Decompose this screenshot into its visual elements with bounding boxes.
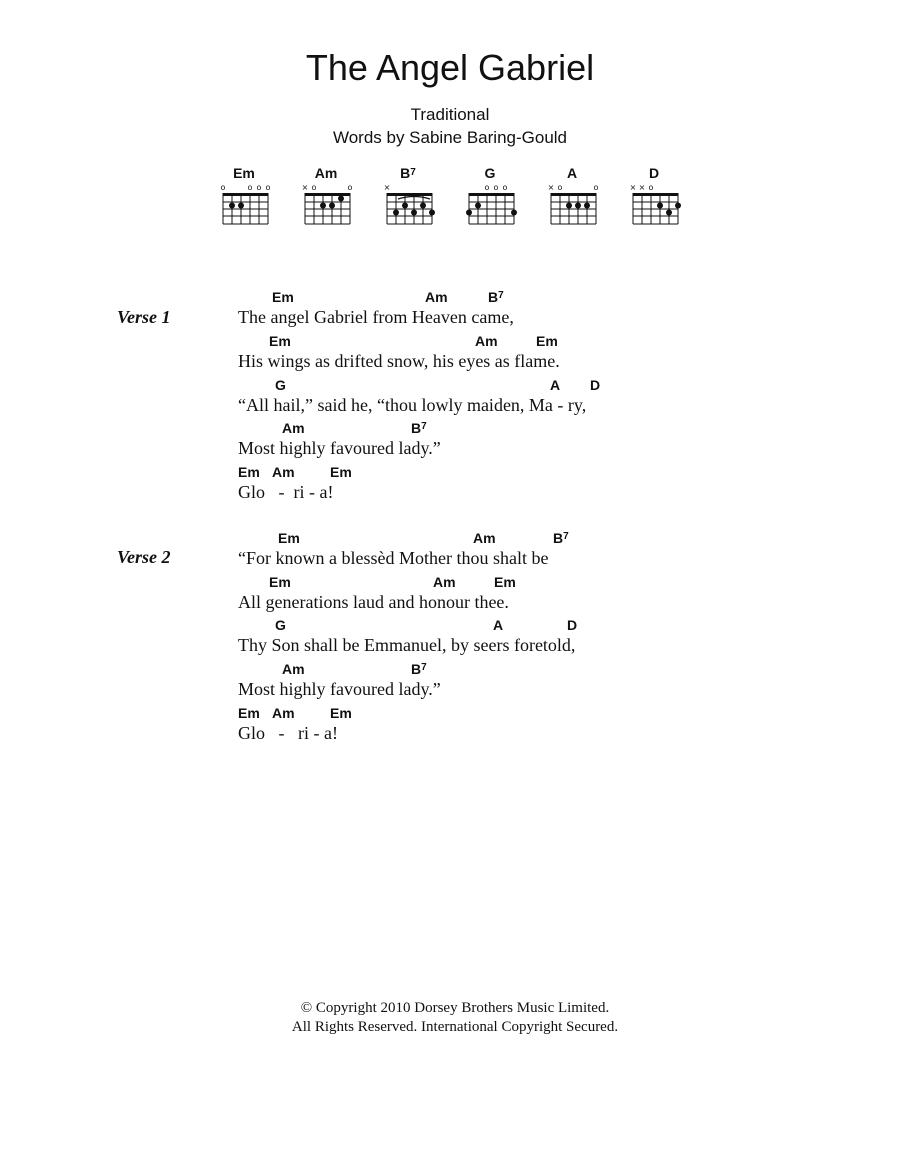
lyric-text: His wings as drifted snow, his eyes as flame. bbox=[238, 351, 560, 371]
lyric-line bbox=[238, 420, 838, 462]
svg-text:×: × bbox=[547, 183, 555, 192]
lyric-text: Glo - ri - a! bbox=[238, 482, 334, 502]
lyric-line bbox=[238, 617, 838, 659]
chord-symbol: Em bbox=[269, 574, 291, 590]
svg-text:o: o bbox=[256, 183, 262, 192]
lyric-line bbox=[238, 333, 838, 375]
lyric-text: Most highly favoured lady.” bbox=[238, 679, 441, 699]
chord-symbol: Em bbox=[278, 530, 300, 546]
verse-label: Verse 2 bbox=[117, 547, 171, 567]
lyric-line bbox=[238, 530, 838, 572]
chord-grid-b7 bbox=[378, 182, 438, 228]
chord-symbol: Em bbox=[238, 705, 260, 721]
chord-diagram-name: Am bbox=[314, 165, 338, 181]
credit-lyricist: Words by Sabine Baring-Gould bbox=[332, 128, 568, 147]
svg-text:×: × bbox=[638, 183, 646, 192]
chord-symbol: Am bbox=[282, 661, 305, 677]
svg-text:o: o bbox=[502, 183, 508, 192]
credit-composer: Traditional bbox=[410, 105, 490, 124]
lyric-text: The angel Gabriel from Heaven came, bbox=[238, 307, 514, 327]
chord-diagram-name: D bbox=[648, 165, 660, 181]
lyric-text: All generations laud and honour thee. bbox=[238, 592, 509, 612]
chord-diagram-b7 bbox=[378, 164, 438, 228]
svg-text:o: o bbox=[648, 183, 654, 192]
chord-diagram-am bbox=[296, 164, 356, 228]
verse-label: Verse 1 bbox=[117, 307, 171, 327]
svg-text:o: o bbox=[557, 183, 563, 192]
chord-diagram-name: G bbox=[484, 165, 496, 181]
chord-symbol: Em bbox=[272, 289, 294, 305]
chord-symbol: Am bbox=[473, 530, 496, 546]
chord-grid-am bbox=[296, 182, 356, 228]
chord-diagram-em bbox=[214, 164, 274, 228]
chord-symbol: Am bbox=[282, 420, 305, 436]
chord-diagram-name: $B^7$ bbox=[400, 165, 416, 181]
lyric-text: Most highly favoured lady.” bbox=[238, 438, 441, 458]
chord-symbol: $B^7$ bbox=[411, 661, 427, 677]
chord-diagram-name: Em bbox=[233, 165, 255, 181]
chord-symbol: G bbox=[275, 617, 286, 633]
chord-diagram-a bbox=[542, 164, 602, 228]
chord-symbol: Em bbox=[330, 464, 352, 480]
chord-symbol: A bbox=[550, 377, 561, 393]
chord-grid-g bbox=[460, 182, 520, 228]
svg-text:×: × bbox=[629, 183, 637, 192]
svg-text:o: o bbox=[593, 183, 599, 192]
svg-text:o: o bbox=[247, 183, 253, 192]
chord-symbol: $B^7$ bbox=[488, 289, 504, 305]
chord-symbol: D bbox=[567, 617, 578, 633]
lyric-line bbox=[238, 289, 838, 331]
copyright-line: © Copyright 2010 Dorsey Brothers Music Limited. bbox=[300, 1000, 610, 1016]
chord-symbol: Em bbox=[269, 333, 291, 349]
svg-text:o: o bbox=[220, 183, 226, 192]
svg-text:o: o bbox=[347, 183, 353, 192]
chord-symbol: Am bbox=[272, 705, 295, 721]
chord-diagram-d bbox=[624, 164, 684, 228]
lyric-text: “All hail,” said he, “thou lowly maiden, Ma - ry, bbox=[238, 395, 587, 415]
svg-text:o: o bbox=[493, 183, 499, 192]
chord-symbol: Em bbox=[238, 464, 260, 480]
lyric-line bbox=[238, 377, 838, 419]
svg-text:o: o bbox=[265, 183, 271, 192]
lyric-line bbox=[238, 661, 838, 703]
chord-diagram-name: A bbox=[566, 165, 578, 181]
chord-symbol: Am bbox=[425, 289, 448, 305]
svg-text:×: × bbox=[301, 183, 309, 192]
chord-grid-em bbox=[214, 182, 274, 228]
lyric-text: “For known a blessèd Mother thou shalt be bbox=[238, 548, 549, 568]
chord-symbol: Em bbox=[494, 574, 516, 590]
chord-symbol: Am bbox=[475, 333, 498, 349]
chord-symbol: Em bbox=[330, 705, 352, 721]
chord-symbol: Am bbox=[272, 464, 295, 480]
lyric-text: Glo - ri - a! bbox=[238, 723, 338, 743]
lyric-line bbox=[238, 705, 838, 747]
chord-grid-a bbox=[542, 182, 602, 228]
chord-symbol: G bbox=[275, 377, 286, 393]
chord-symbol: Am bbox=[433, 574, 456, 590]
svg-text:o: o bbox=[311, 183, 317, 192]
chord-symbol: D bbox=[590, 377, 601, 393]
chord-symbol: A bbox=[493, 617, 504, 633]
copyright-line: All Rights Reserved. International Copyright Secured. bbox=[291, 1019, 619, 1035]
chord-symbol: Em bbox=[536, 333, 558, 349]
song-title: The Angel Gabriel bbox=[305, 47, 595, 88]
chord-symbol: $B^7$ bbox=[411, 420, 427, 436]
lyric-line bbox=[238, 574, 838, 616]
chord-grid-d bbox=[624, 182, 684, 228]
lyric-line bbox=[238, 464, 838, 506]
svg-text:o: o bbox=[484, 183, 490, 192]
svg-text:×: × bbox=[383, 183, 391, 192]
chord-symbol: $B^7$ bbox=[553, 530, 569, 546]
chord-diagram-g bbox=[460, 164, 520, 228]
lyric-text: Thy Son shall be Emmanuel, by seers foretold, bbox=[238, 635, 576, 655]
